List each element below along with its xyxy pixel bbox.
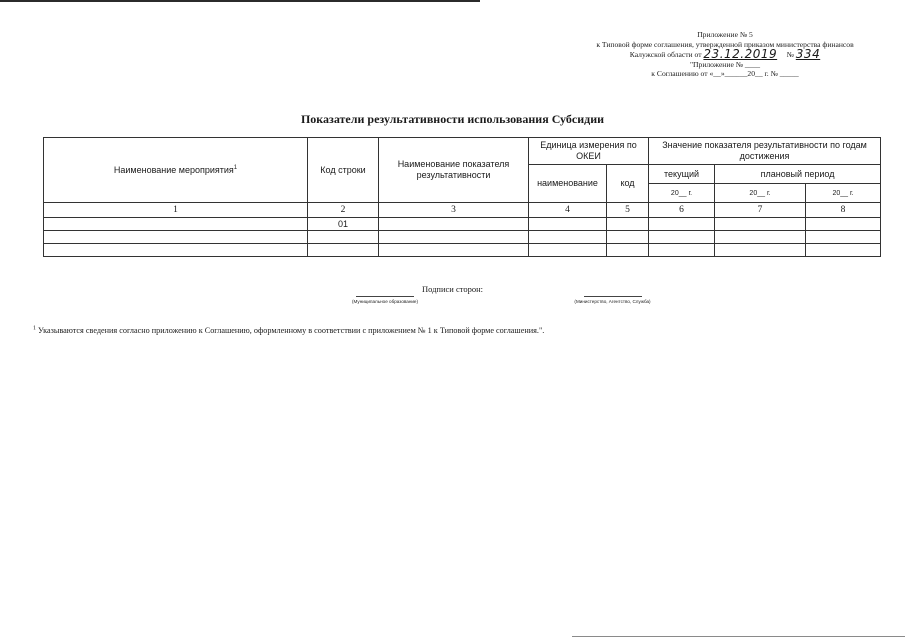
column-number: 6 (649, 203, 715, 218)
table-cell (44, 231, 308, 244)
header-line-4: "Приложение № ____ (689, 59, 761, 69)
table-cell (44, 218, 308, 231)
column-number: 8 (806, 203, 881, 218)
header-row-code: Код строки (308, 138, 379, 203)
signature-caption-right: (Министерство, Агентство, Служба) (574, 299, 651, 304)
table-cell (529, 231, 607, 244)
year-current: 20__ г. (649, 184, 715, 203)
header-line-2: к Типовой форме соглашения, утвержденной приказом министерства финансов (596, 39, 854, 49)
footnote (33, 326, 544, 335)
table-cell (607, 231, 649, 244)
handwritten-number: 334 (795, 47, 821, 62)
header-indicator: Наименование показателя результативности (379, 138, 529, 203)
document-title: Показатели результативности использования Субсидии (300, 112, 605, 126)
header-line-5: к Соглашению от «__»______20__ г. № _____ (651, 69, 799, 79)
appendix-header (560, 30, 890, 79)
header-line-1: Приложение № 5 (697, 30, 753, 39)
table-cell (715, 244, 806, 257)
header-number-label: № (786, 50, 794, 60)
column-number: 4 (529, 203, 607, 218)
table-cell (529, 244, 607, 257)
signature-ministry (545, 296, 680, 304)
table-cell (649, 218, 715, 231)
header-event: Наименование мероприятия$^1$ (44, 138, 308, 203)
table-cell (607, 218, 649, 231)
table-cell (379, 231, 529, 244)
table-cell (649, 244, 715, 257)
table-cell (715, 231, 806, 244)
header-date-prefix: Калужской области от (629, 50, 702, 60)
table-cell (649, 231, 715, 244)
table-row (44, 231, 881, 244)
table-cell (806, 218, 881, 231)
column-number: 1 (44, 203, 308, 218)
year-plan-2: 20__ г. (806, 184, 881, 203)
table-cell (529, 218, 607, 231)
signature-line (584, 296, 642, 297)
signature-municipality (330, 296, 440, 304)
header-line-3 (560, 49, 890, 60)
table-cell: 01 (308, 218, 379, 231)
header-unit-code: код (607, 165, 649, 203)
header-unit: Единица измерения по ОКЕИ (529, 138, 649, 165)
signature-line (356, 296, 414, 297)
table-cell (308, 244, 379, 257)
handwritten-date: 23.12.2019 (703, 47, 778, 62)
table-cell (44, 244, 308, 257)
table-cell (379, 244, 529, 257)
table-cell (308, 231, 379, 244)
scan-edge-bottom (572, 636, 905, 637)
column-number: 7 (715, 203, 806, 218)
table-cell (607, 244, 649, 257)
header-value: Значение показателя результативности по годам достижения (649, 138, 881, 165)
column-number: 3 (379, 203, 529, 218)
table-row (44, 218, 881, 231)
header-current: текущий (649, 165, 715, 184)
table-cell (806, 231, 881, 244)
footnote-text: Указываются сведения согласно приложению к Соглашению, оформленному в соответствии с приложением № 1 к Типовой форме соглашения.". (38, 326, 545, 335)
indicators-table (43, 137, 881, 257)
column-numbers-row (44, 203, 881, 218)
scan-edge-top (0, 0, 480, 2)
signature-caption-left: (Муниципальное образование) (351, 299, 419, 304)
table-cell (806, 244, 881, 257)
footnote-mark: 1 (233, 164, 238, 171)
table-row (44, 244, 881, 257)
column-number: 5 (607, 203, 649, 218)
header-row-1 (44, 138, 881, 165)
footnote-number: 1 (33, 325, 36, 332)
year-plan-1: 20__ г. (715, 184, 806, 203)
table-cell (715, 218, 806, 231)
header-planned: плановый период (715, 165, 881, 184)
column-number: 2 (308, 203, 379, 218)
header-unit-name: наименование (529, 165, 607, 203)
signatures-title: Подписи сторон: (421, 284, 484, 294)
table-cell (379, 218, 529, 231)
